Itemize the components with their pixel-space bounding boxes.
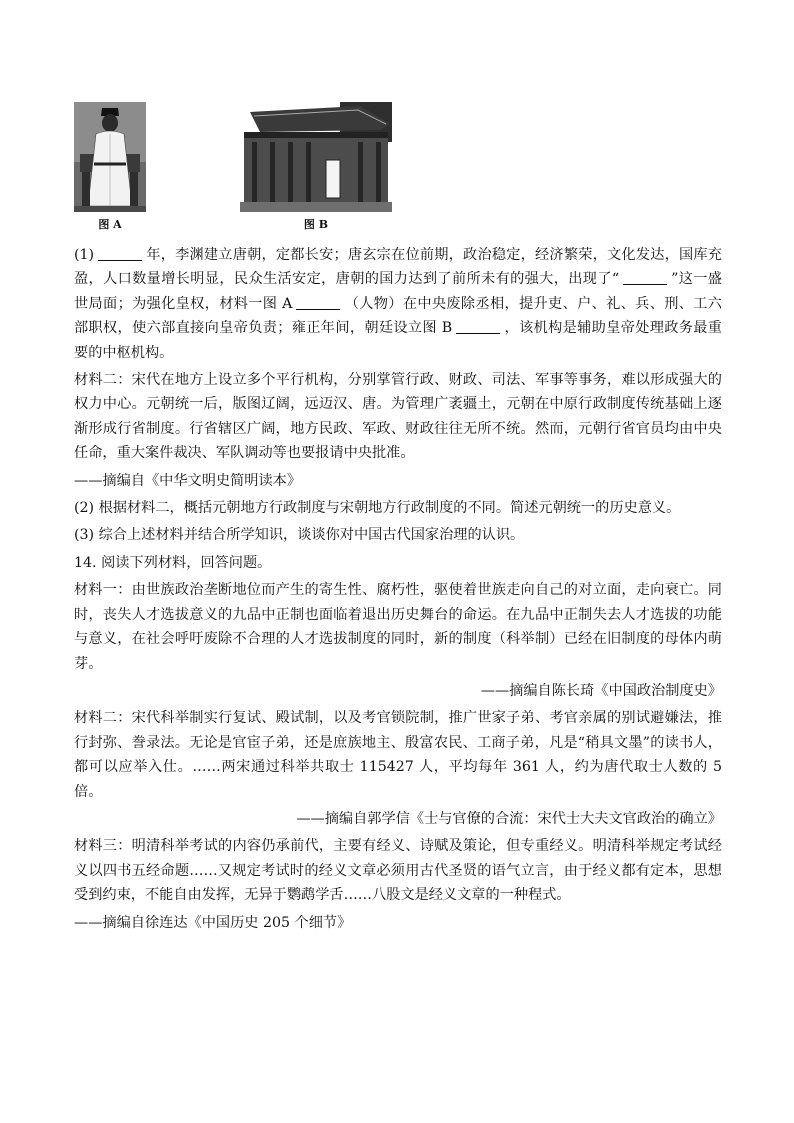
q14-material-1-source: ——摘编自陈长琦《中国政治制度史》 [480, 682, 722, 699]
figure-a [74, 102, 146, 232]
question-1: (1) 年，李渊建立唐朝，定都长安；唐玄宗在位前期，政治稳定，经济繁荣，文化发达，国库充盈，人口数量增长明显，民众生活安定，唐朝的国力达到了前所未有的强大，出现了“ ”这一盛世局面；为强化皇权，材料一图 A （人物）在中央废除丞相，提升吏、户、礼、兵、刑、工六部职权，使六部直接向皇帝负责；雍正年间，朝廷设立图 B ，该机构是辅助皇帝处理政务最重要的中枢机构。 [74, 247, 722, 361]
figure-b [240, 102, 392, 232]
emperor-portrait-image [74, 102, 146, 212]
answer-blank[interactable] [98, 246, 142, 261]
q14-material-3: 材料三：明清科举考试的内容仍承前代，主要有经义、诗赋及策论，但专重经义。明清科举规定考试经义以四书五经命题……又规定考试时的经义文章必须用古代圣贤的语气立言，由于经义都有定本，思想受到约束，不能自由发挥，无异于鹦鹉学舌……八股文是经义文章的一种程式。 [74, 838, 722, 904]
grand-council-building-image [240, 102, 392, 212]
material-2-source: ——摘编自《中华文明史简明读本》 [74, 472, 302, 489]
q14-material-3-source: ——摘编自徐连达《中国历史 205 个细节》 [74, 914, 352, 931]
answer-blank[interactable] [296, 295, 340, 310]
q14-material-1: 材料一：由世族政治垄断地位而产生的寄生性、腐朽性，驱使着世族走向自己的对立面，走向衰亡。同时，丧失人才选拔意义的九品中正制也面临着退出历史舞台的命运。在九品中正制失去人才选拔的功能与意义，在社会呼吁废除不合理的人才选拔制度的同时，新的制度（科举制）已经在旧制度的母体内萌芽。 [74, 582, 722, 672]
question-3: (3) 综合上述材料并结合所学知识，谈谈你对中国古代国家治理的认识。 [74, 527, 525, 544]
material-2: 材料二：宋代在地方上设立多个平行机构，分别掌管行政、财政、司法、军事等事务，难以形成强大的权力中心。元朝统一后，版图辽阔，远迈汉、唐。为管理广袤疆土，元朝在中原行政制度传统基础上逐渐形成行省制度。行省辖区广阔，地方民政、军政、财政往往无所不统。然而，元朝行省官员均由中央任命，重大案件裁决、军队调动等也要报请中央批准。 [74, 372, 722, 462]
q14-material-2: 材料二：宋代科举制实行复试、殿试制，以及考官锁院制，推广世家子弟、考官亲属的别试避嫌法，推行封弥、誊录法。无论是官宦子弟，还是庶族地主、殷富农民、工商子弟，凡是“稍具文墨”的读书人，都可以应举入仕。……两宋通过科举共取士 115427 人，平均每年 361 人，约为唐代取士人数的 5 倍。 [74, 710, 722, 800]
q14-material-2-source: ——摘编自郭学信《士与官僚的合流：宋代士大夫文官政治的确立》 [296, 810, 722, 827]
answer-blank[interactable] [623, 270, 667, 285]
question-14: 14. 阅读下列材料，回答问题。 [74, 554, 272, 571]
answer-blank[interactable] [456, 319, 500, 334]
question-2: (2) 根据材料二，概括元朝地方行政制度与宋朝地方行政制度的不同。简述元朝统一的历史意义。 [74, 500, 681, 517]
figure-a-caption: 图 A [98, 218, 122, 231]
figure-b-caption: 图 B [303, 218, 329, 231]
document-body [74, 243, 722, 935]
figure-row [74, 102, 404, 234]
